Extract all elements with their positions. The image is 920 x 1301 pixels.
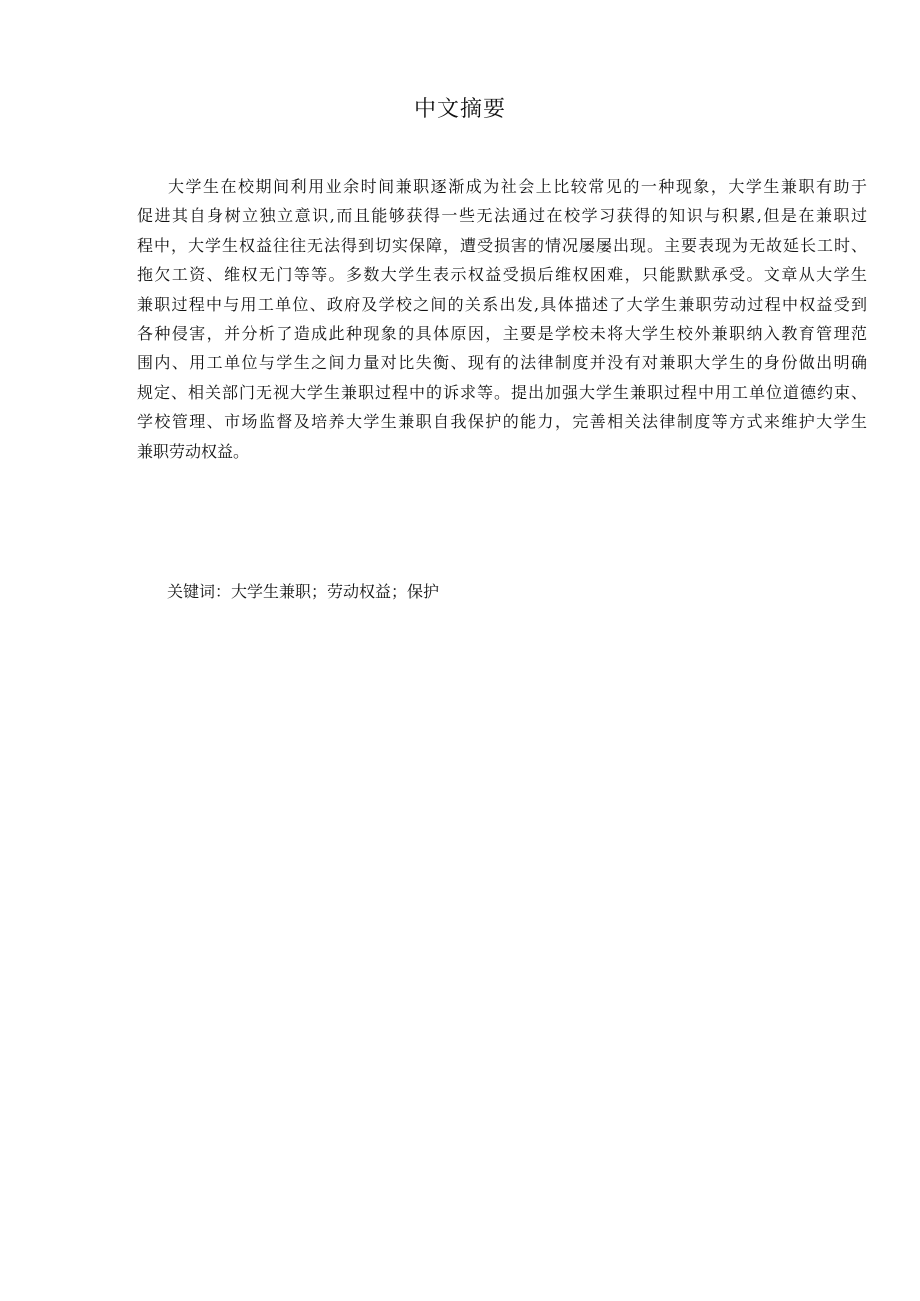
page-title: 中文摘要 xyxy=(413,97,506,122)
abstract-line: 学校管理、市场监督及培养大学生兼职自我保护的能力，完善相关法律制度等方式来维护大学生 xyxy=(137,412,867,432)
abstract-line: 围内、用工单位与学生之间力量对比失衡、现有的法律制度并没有对兼职大学生的身份做出明确 xyxy=(137,353,867,373)
abstract-line: 兼职过程中与用工单位、政府及学校之间的关系出发,具体描述了大学生兼职劳动过程中权益受到 xyxy=(137,294,867,314)
abstract-line: 大学生在校期间利用业余时间兼职逐渐成为社会上比较常见的一种现象，大学生兼职有助于 xyxy=(168,177,867,196)
abstract-line: 拖欠工资、维权无门等等。多数大学生表示权益受损后维权困难，只能默默承受。文章从大学生 xyxy=(137,265,867,285)
abstract-line: 兼职劳动权益。 xyxy=(137,441,250,461)
abstract-line: 各种侵害，并分析了造成此种现象的具体原因，主要是学校未将大学生校外兼职纳入教育管理范 xyxy=(137,324,867,344)
abstract-line: 程中，大学生权益往往无法得到切实保障，遭受损害的情况屡屡出现。主要表现为无故延长工时、 xyxy=(137,235,867,255)
abstract-line: 规定、相关部门无视大学生兼职过程中的诉求等。提出加强大学生兼职过程中用工单位道德约束、 xyxy=(137,382,867,402)
abstract-paragraph xyxy=(137,172,867,466)
keywords-line: 关键词：大学生兼职；劳动权益；保护 xyxy=(167,582,440,601)
abstract-line: 促进其自身树立独立意识,而且能够获得一些无法通过在校学习获得的知识与积累,但是在兼职过 xyxy=(137,206,867,226)
